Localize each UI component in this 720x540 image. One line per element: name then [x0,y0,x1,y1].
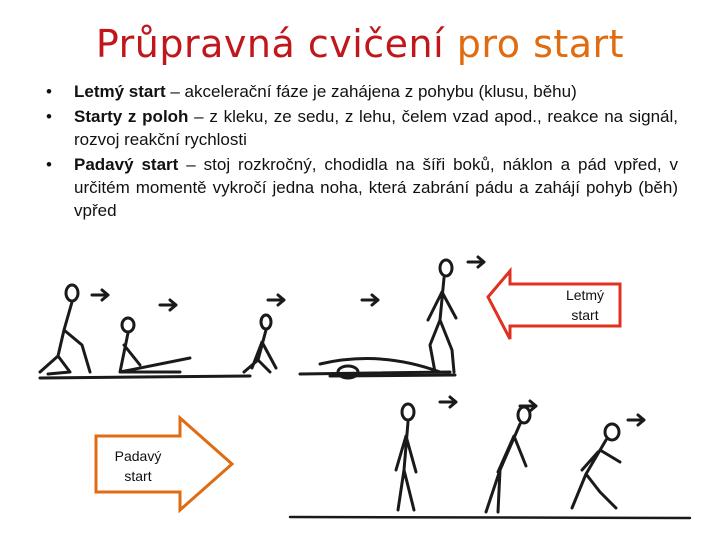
figure-body [396,422,416,510]
figure-body [572,440,620,508]
figure-body [120,333,190,372]
figure-body [300,359,450,374]
bullet-dot: • [46,82,52,101]
bullet-text: – z kleku, ze sedu, z lehu, čelem vzad apod., reakce na signál, rozvoj reakční rychlosti [74,107,678,149]
title-word-4: start [533,22,625,66]
start-positions-sketch [40,257,484,378]
figure-head [518,407,530,423]
callout-label-line1: Letmý [565,287,605,303]
ground-line [40,375,455,378]
arrow-icon [160,300,176,310]
figure-head [440,260,452,276]
arrow-icon [362,295,378,305]
falling-start-sketch [290,397,690,518]
figure-body [486,424,526,512]
figure-head [66,285,78,301]
left-arrow-shape [488,271,620,339]
figure-head [605,424,619,440]
arrow-icon [468,257,484,267]
ground-line [290,517,690,518]
bullet-dot: • [46,155,52,174]
figure-body [40,302,90,374]
bullet-dot: • [46,107,52,126]
right-arrow-shape [96,418,232,510]
bullet-text: – akcelerační fáze je zahájena z pohybu (klusu, běhu) [165,82,577,101]
figure-head [122,318,134,332]
figure-head [261,315,271,329]
callout-label-line1: Padavý [114,448,162,464]
bullet-term: Padavý start [74,155,179,174]
falling-start-callout [96,418,232,510]
figure-body [428,278,456,372]
title-word-3: pro [456,22,521,66]
flying-start-callout [488,271,620,339]
bullet-term: Starty z poloh [74,107,189,126]
arrow-icon [92,290,108,300]
bullet-term: Letmý start [74,82,166,101]
bullet-text: – stoj rozkročný, chodidla na šíři boků, náklon a pád vpřed, v určitém momentě vykročí jedna noha, která zabrání pádu a zahájí pohyb (běh) vpřed [74,155,678,220]
callout-label-line2: start [124,468,152,484]
figure-head [402,404,414,420]
arrow-icon [268,295,284,305]
title-word-1: Průpravná [95,22,296,66]
arrow-icon [440,397,456,407]
arrow-icon [628,415,644,425]
title-word-2: cvičení [307,22,445,66]
figure-body [244,330,276,372]
callout-label-line2: start [571,307,599,323]
